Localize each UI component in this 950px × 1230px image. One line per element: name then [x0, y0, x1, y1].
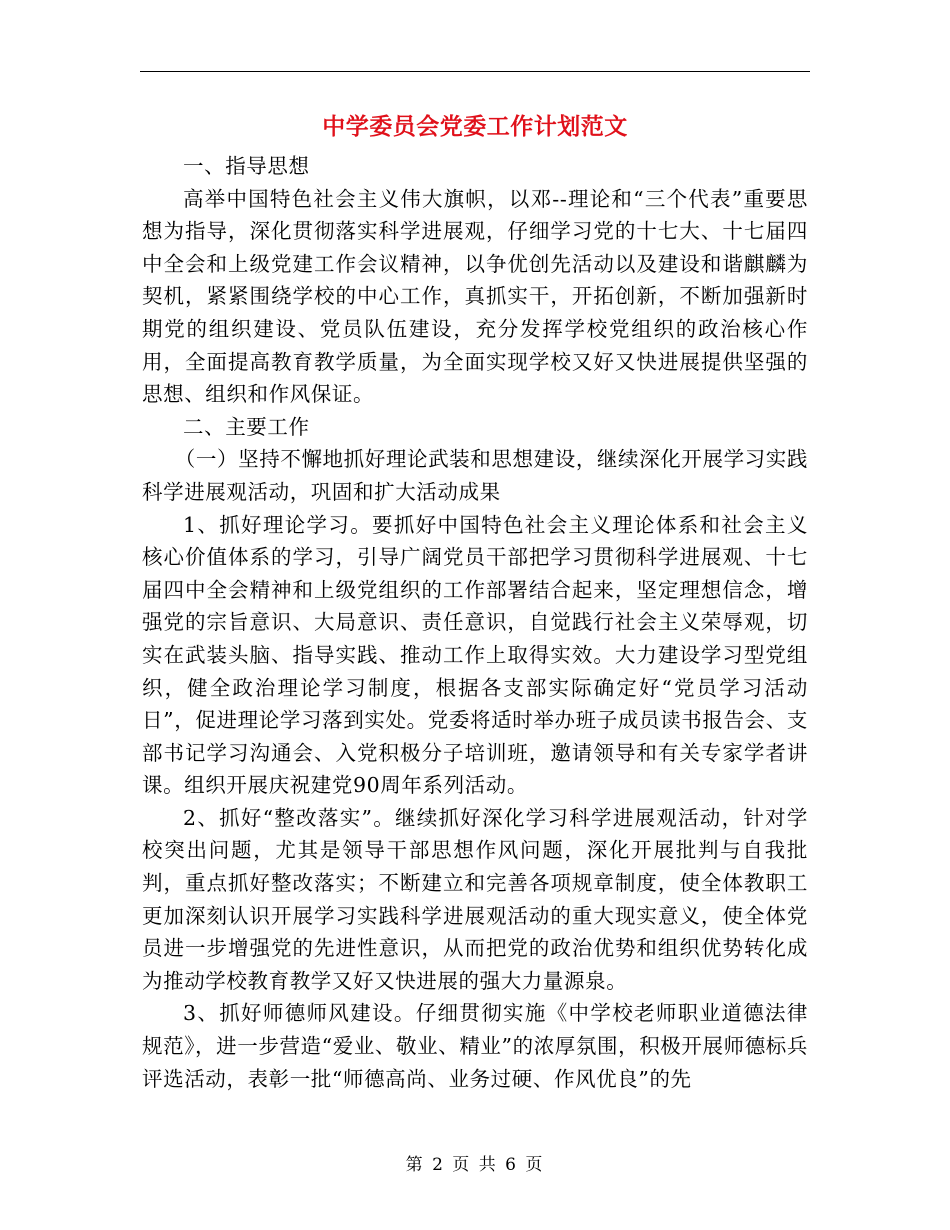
section-heading-guiding-ideology: 一、指导思想 [183, 154, 310, 178]
paragraph-teacher-ethics: 3、抓好师德师风建设。仔细贯彻实施《中学校老师职业道德法律规范》，进一步营造“爱业、敬业、精业”的浓厚氛围，积极开展师德标兵评选活动，表彰一批“师德高尚、业务过硬、作风优良”的先 [142, 1001, 809, 1091]
paragraph-theory-study: 1、抓好理论学习。要抓好中国特色社会主义理论体系和社会主义核心价值体系的学习，引导广阔党员干部把学习贯彻科学进展观、十七届四中全会精神和上级党组织的工作部署结合起来，坚定理想信念，增强党的宗旨意识、大局意识、责任意识，自觉践行社会主义荣辱观，切实在武装头脑、指导实践、推动工作上取得实效。大力建设学习型党组织，健全政治理论学习制度，根据各支部实际确定好“党员学习活动日”，促进理论学习落到实处。党委将适时举办班子成员读书报告会、支部书记学习沟通会、入党积极分子培训班，邀请领导和有关专家学者讲课。组织开展庆祝建党90周年系列活动。 [142, 512, 808, 798]
paragraph-guiding-ideology: 高举中国特色社会主义伟大旗帜，以邓--理论和“三个代表”重要思想为指导，深化贯彻落实科学进展观，仔细学习党的十七大、十七届四中全会和上级党建工作会议精神，以争优创先活动以及建设和谐麒麟为契机，紧紧围绕学校的中心工作，真抓实干，开拓创新，不断加强新时期党的组织建设、党员队伍建设，充分发挥学校党组织的政治核心作用，全面提高教育教学质量，为全面实现学校又好又快进展提供坚强的思想、组织和作风保证。 [142, 186, 808, 407]
header-rule [140, 71, 810, 72]
page-number: 第 2 页 共 6 页 [405, 1155, 545, 1175]
section-heading-main-work: 二、主要工作 [183, 414, 310, 439]
paragraph-rectification: 2、抓好“整改落实”。继续抓好深化学习科学进展观活动，针对学校突出问题，尤其是领导干部思想作风问题，深化开展批判与自我批判，重点抓好整改落实；不断建立和完善各项规章制度，使全体教职工更加深刻认识开展学习实践科学进展观活动的重大现实意义，使全体党员进一步增强党的先进性意识，从而把党的政治优势和组织优势转化成为推动学校教育教学又好又快进展的强大力量源泉。 [142, 805, 808, 993]
document-title: 中学委员会党委工作计划范文 [322, 113, 628, 140]
document-body [142, 150, 808, 1095]
subsection-heading-1: （一）坚持不懈地抓好理论武装和思想建设，继续深化开展学习实践科学进展观活动，巩固和扩大活动成果 [142, 447, 808, 504]
